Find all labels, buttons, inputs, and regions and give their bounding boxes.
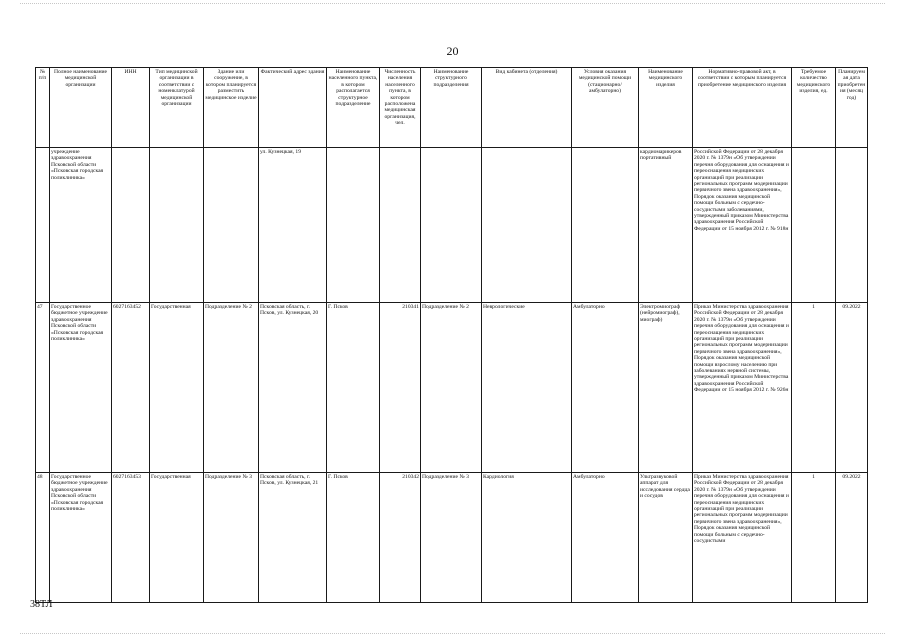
header-conditions: Условия оказания медицинской помощи (стационарно/амбулаторно) xyxy=(572,68,639,148)
header-address: Фактический адрес здания xyxy=(259,68,327,148)
header-act: Нормативно-правовой акт, в соответствии с которым планируется приобретение медицинского изделия xyxy=(693,68,792,148)
cell-address: Псковская область, г. Псков, ул. Кузнецкая, 21 xyxy=(259,473,327,603)
cell-type: Государственная xyxy=(150,473,204,603)
cell-population: 210342 xyxy=(380,473,421,603)
equipment-table xyxy=(35,67,868,603)
cell-org: Государственное бюджетное учреждение здравоохранения Псковской области «Псковская городская поликлиника» xyxy=(50,303,112,473)
cell-conditions: Амбулаторно xyxy=(572,473,639,603)
cell-building: Подразделение № 3 xyxy=(204,473,259,603)
cell-inn xyxy=(112,148,150,303)
cell-qty: 1 xyxy=(792,303,836,473)
cell-subdivision: Подразделение № 3 xyxy=(421,473,482,603)
header-subdivision: Наименование структурного подразделения xyxy=(421,68,482,148)
cell-population xyxy=(380,148,421,303)
cell-qty xyxy=(792,148,836,303)
cell-conditions xyxy=(572,148,639,303)
cell-act: Приказ Министерства здравоохранения Российской Федерации от 28 декабря 2020 г. № 1379н «Об утверждении перечня оборудования для оснащения и переоснащения медицинских организаций при реализации региональных программ модернизации первичного звена здравоохранения», Порядок оказания медицинской помощи больным с сердечно-сосудистыми xyxy=(693,473,792,603)
cell-building: Подразделение № 2 xyxy=(204,303,259,473)
cell-locality xyxy=(327,148,380,303)
header-num: № п/п xyxy=(36,68,50,148)
footer-code: 38ТЛ xyxy=(30,599,53,610)
cell-locality: Г. Псков xyxy=(327,473,380,603)
cell-org: учреждение здравоохранения Псковской области «Псковская городская поликлиника» xyxy=(50,148,112,303)
header-inn: ИНН xyxy=(112,68,150,148)
header-qty: Требуемое количество медицинского изделия, ед. xyxy=(792,68,836,148)
header-locality: Наименование населенного пункта, в котором располагается структурное подразделение xyxy=(327,68,380,148)
cell-num xyxy=(36,148,50,303)
cell-num: 48 xyxy=(36,473,50,603)
table-header-row xyxy=(36,68,868,148)
table-row xyxy=(36,473,868,603)
cell-cabinet: Неврологические xyxy=(482,303,572,473)
cell-type xyxy=(150,148,204,303)
table-row xyxy=(36,148,868,303)
cell-address: ул. Кузнецкая, 19 xyxy=(259,148,327,303)
scan-edge-bottom xyxy=(20,633,885,634)
header-cabinet: Вид кабинета (отделения) xyxy=(482,68,572,148)
cell-act: Российской Федерации от 28 декабря 2020 г. № 1379н «Об утверждении перечня оборудования для оснащения и переоснащения медицинских организаций при реализации региональных программ модернизации первичного звена здравоохранения», Порядок оказания медицинской помощи больным с сердечно-сосудистыми заболеваниями, утвержденный приказом Министерства здравоохранения Российской Федерации от 15 ноября 2012 г. № 918н xyxy=(693,148,792,303)
header-device: Наименование медицинского изделия xyxy=(639,68,693,148)
cell-cabinet: Кардиология xyxy=(482,473,572,603)
cell-address: Псковская область, г. Псков, ул. Кузнецкая, 20 xyxy=(259,303,327,473)
cell-num: 47 xyxy=(36,303,50,473)
cell-subdivision: Подразделение № 2 xyxy=(421,303,482,473)
header-org: Полное наименование медицинской организации xyxy=(50,68,112,148)
cell-inn: 6027163453 xyxy=(112,473,150,603)
cell-inn: 6027163452 xyxy=(112,303,150,473)
cell-qty: 1 xyxy=(792,473,836,603)
cell-date: 09.2022 xyxy=(836,303,868,473)
cell-device: кардиомарикеров портативный xyxy=(639,148,693,303)
cell-device: Электромиограф (нейромиограф), миограф) xyxy=(639,303,693,473)
cell-type: Государственная xyxy=(150,303,204,473)
cell-population: 210341 xyxy=(380,303,421,473)
cell-act: Приказ Министерства здравоохранения Российской Федерации от 28 декабря 2020 г. № 1379н «Об утверждении перечня оборудования для оснащения и переоснащения медицинских организаций при реализации региональных программ модернизации первичного звена здравоохранения», Порядок оказания медицинской помощи взрослому населению при заболеваниях нервной системы, утвержденный приказом Министерства здравоохранения Российской Федерации от 15 ноября 2012 г. № 926н xyxy=(693,303,792,473)
cell-cabinet xyxy=(482,148,572,303)
cell-subdivision xyxy=(421,148,482,303)
cell-device: Ультразвуковой аппарат для исследования сердца и сосудов xyxy=(639,473,693,603)
cell-locality: Г. Псков xyxy=(327,303,380,473)
cell-date: 09.2022 xyxy=(836,473,868,603)
cell-date xyxy=(836,148,868,303)
cell-conditions: Амбулаторно xyxy=(572,303,639,473)
header-type: Тип медицинской организации в соответствии с номенклатурой медицинской организации xyxy=(150,68,204,148)
header-date: Планируемая дата приобретения (месяц год) xyxy=(836,68,868,148)
scan-edge-top xyxy=(20,3,885,4)
page-number: 20 xyxy=(446,44,459,58)
cell-building xyxy=(204,148,259,303)
header-building: Здание или сооружение, в котором планируется разместить медицинское изделие xyxy=(204,68,259,148)
table-row xyxy=(36,303,868,473)
header-population: Численность населения населенного пункта, в котором расположена медицинская организация, чел. xyxy=(380,68,421,148)
cell-org: Государственное бюджетное учреждение здравоохранения Псковской области «Псковская городская поликлиника» xyxy=(50,473,112,603)
